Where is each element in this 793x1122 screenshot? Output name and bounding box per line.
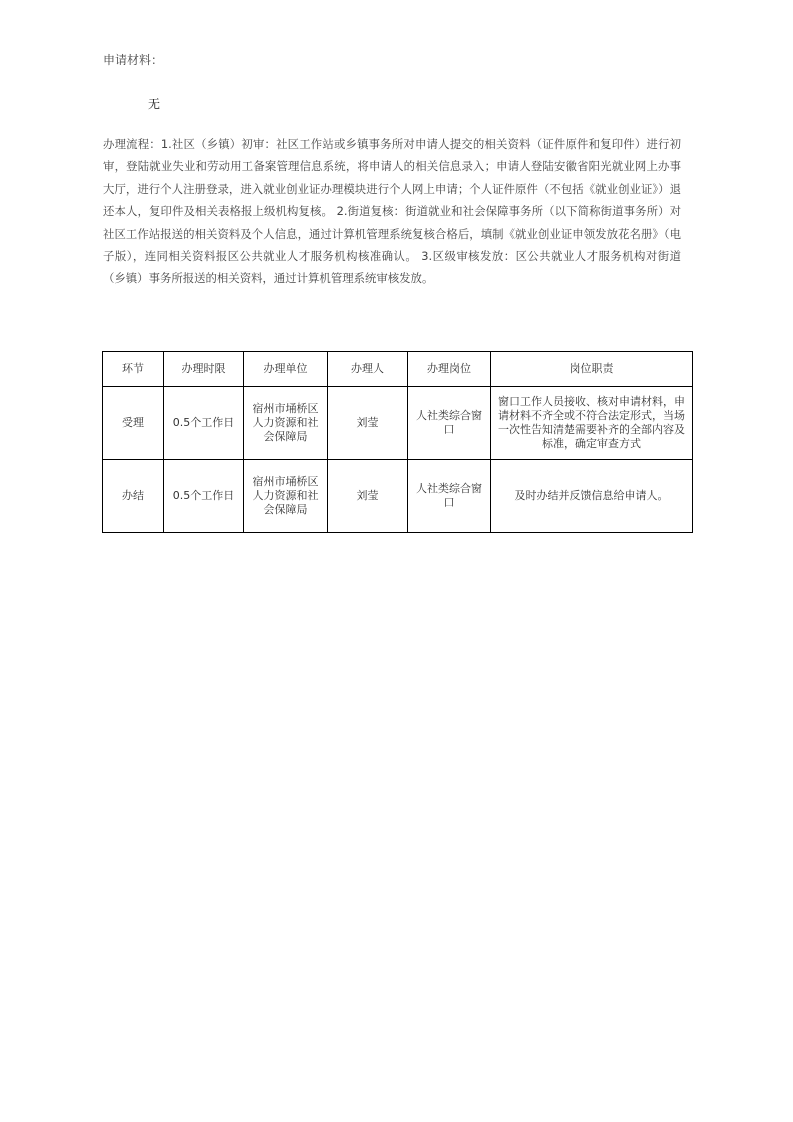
header-stage: 环节 (103, 352, 164, 387)
header-handler: 办理人 (328, 352, 408, 387)
materials-label: 申请材料： (103, 53, 164, 67)
table-row (103, 460, 693, 533)
cell-post: 人社类综合窗口 (408, 387, 491, 460)
cell-stage: 办结 (103, 460, 164, 533)
table-header-row (103, 352, 693, 387)
cell-time-limit: 0.5个工作日 (164, 387, 244, 460)
cell-unit: 宿州市埇桥区人力资源和社会保障局 (244, 460, 328, 533)
cell-unit: 宿州市埇桥区人力资源和社会保障局 (244, 387, 328, 460)
cell-duty: 窗口工作人员接收、核对申请材料，申请材料不齐全或不符合法定形式，当场一次性告知清楚需要补齐的全部内容及标准，确定审查方式 (491, 387, 693, 460)
header-unit: 办理单位 (244, 352, 328, 387)
cell-handler: 刘莹 (328, 387, 408, 460)
cell-duty: 及时办结并反馈信息给申请人。 (491, 460, 693, 533)
table-row (103, 387, 693, 460)
process-description: 办理流程：1.社区（乡镇）初审：社区工作站或乡镇事务所对申请人提交的相关资料（证件原件和复印件）进行初审，登陆就业失业和劳动用工备案管理信息系统，将申请人的相关信息录入；申请人登陆安徽省阳光就业网上办事大厅，进行个人注册登录，进入就业创业证办理模块进行个人网上申请；个人证件原件（不包括《就业创业证》）退还本人，复印件及相关表格报上级机构复核。 2.街道复核：街道就业和社会保障事务所（以下简称街道事务所）对社区工作站报送的相关资料及个人信息，通过计算机管理系统复核合格后，填制《就业创业证申领发放花名册》（电子版），连同相关资料报区公共就业人才服务机构核准确认。 3.区级审核发放：区公共就业人才服务机构对街道（乡镇）事务所报送的相关资料，通过计算机管理系统审核发放。 (103, 137, 681, 286)
cell-post: 人社类综合窗口 (408, 460, 491, 533)
header-duty: 岗位职责 (491, 352, 693, 387)
header-post: 办理岗位 (408, 352, 491, 387)
responsibility-table (102, 351, 693, 533)
header-time-limit: 办理时限 (164, 352, 244, 387)
cell-handler: 刘莹 (328, 460, 408, 533)
materials-value: 无 (148, 97, 161, 111)
cell-time-limit: 0.5个工作日 (164, 460, 244, 533)
cell-stage: 受理 (103, 387, 164, 460)
